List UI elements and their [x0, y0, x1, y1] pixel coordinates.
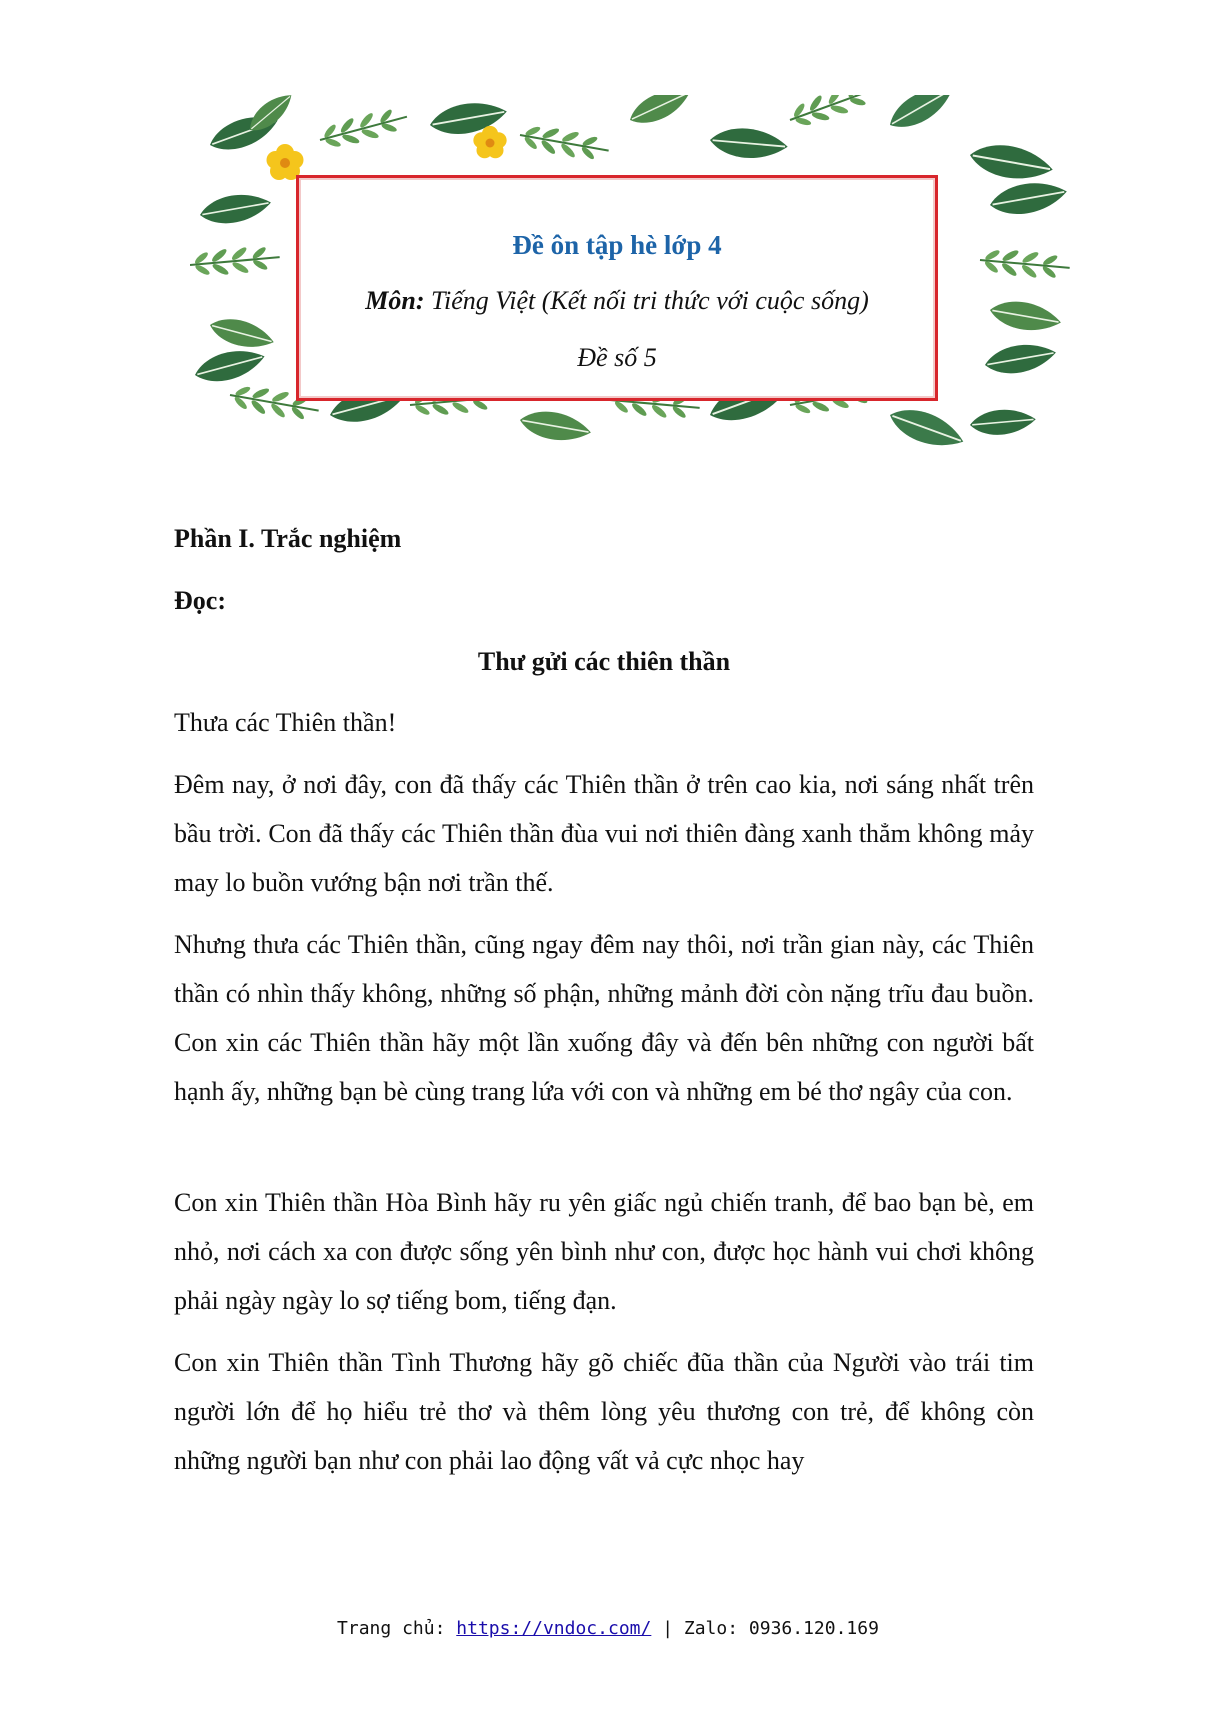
footer-separator: |	[662, 1618, 674, 1639]
story-greeting: Thưa các Thiên thần!	[174, 708, 397, 737]
worksheet-title: Đề ôn tập hè lớp 4	[512, 230, 722, 260]
title-frame	[296, 175, 938, 401]
story-paragraph-4: Con xin Thiên thần Tình Thương hãy gõ chiếc đũa thần của Người vào trái tim người lớn để họ hiểu trẻ thơ và thêm lòng yêu thương con trẻ, để không còn những người bạn như con phải lao động vất vả cực nhọc hay	[174, 1348, 1034, 1475]
story-paragraph-3: Con xin Thiên thần Hòa Bình hãy ru yên giấc ngủ chiến tranh, để bao bạn bè, em nhỏ, nơi cách xa con được sống yên bình như con, được học hành vui chơi không phải ngày ngày lo sợ tiếng bom, tiếng đạn.	[174, 1188, 1034, 1315]
footer-home-link[interactable]: https://vndoc.com/	[456, 1618, 652, 1639]
story-paragraph-1: Đêm nay, ở nơi đây, con đã thấy các Thiên thần ở trên cao kia, nơi sáng nhất trên bầu trời. Con đã thấy các Thiên thần đùa vui nơi thiên đàng xanh thẳm không mảy may lo buồn vướng bận nơi trần thế.	[174, 770, 1034, 897]
subject-line	[299, 286, 935, 316]
story-paragraph-2: Nhưng thưa các Thiên thần, cũng ngay đêm nay thôi, nơi trần gian này, các Thiên thần có nhìn thấy không, những số phận, những mảnh đời còn nặng trĩu đau buồn. Con xin các Thiên thần hãy một lần xuống đây và đến bên những con người bất hạnh ấy, những bạn bè cùng trang lứa với con và những em bé thơ ngây của con.	[174, 930, 1034, 1106]
reading-label: Đọc:	[174, 586, 226, 615]
exam-number: Đề số 5	[577, 343, 657, 372]
story-title: Thư gửi các thiên thần	[477, 647, 731, 676]
section-heading: Phần I. Trắc nghiệm	[174, 524, 402, 553]
subject-label: Môn:	[365, 286, 425, 315]
page-footer	[0, 1618, 1216, 1639]
footer-home-label: Trang chủ:	[337, 1618, 446, 1639]
subject-value: Tiếng Việt (Kết nối tri thức với cuộc sống)	[431, 286, 869, 315]
footer-zalo: Zalo: 0936.120.169	[683, 1618, 879, 1639]
